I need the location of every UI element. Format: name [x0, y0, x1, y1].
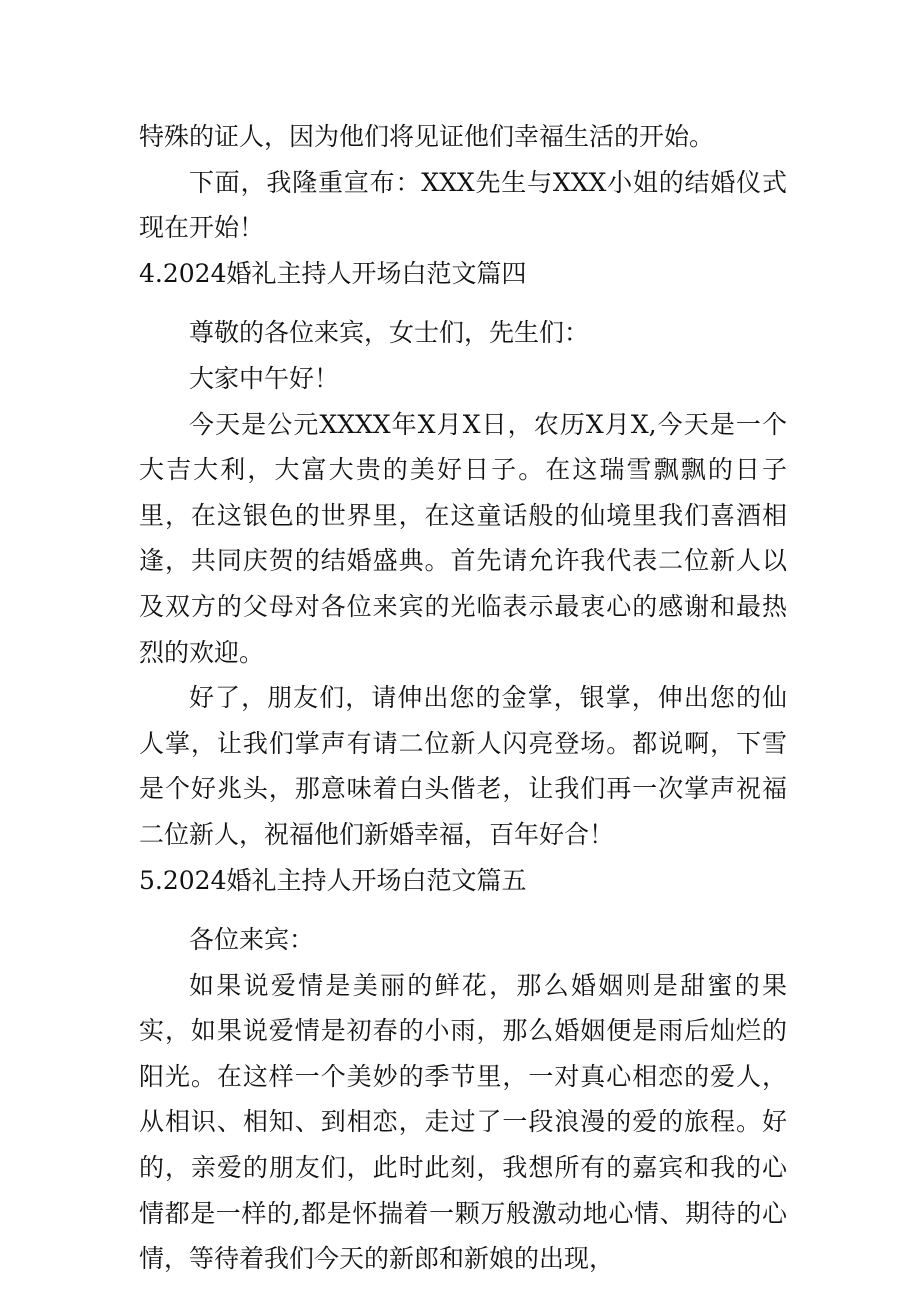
paragraph-guests: 各位来宾：: [189, 925, 315, 955]
paragraph-applause: 好了，朋友们，请伸出您的金掌，银掌，伸出您的仙人掌，让我们掌声有请二位新人闪亮登场。都说啊，下雪是个好兆头，那意味着白头偕老，让我们再一次掌声祝福二位新人，祝福他们新婚幸福，百年好合！: [139, 683, 787, 849]
paragraph-greeting: 尊敬的各位来宾，女士们，先生们：: [189, 318, 590, 348]
paragraph-announcement: 下面，我隆重宣布：XXX先生与XXX小姐的结婚仪式现在开始！: [139, 167, 787, 243]
paragraph-good-afternoon: 大家中午好！: [189, 363, 340, 393]
section-heading-5: 5.2024婚礼主持人开场白范文篇五: [139, 865, 527, 895]
paragraph-date-intro: 今天是公元XXXX年X月X日，农历X月X,今天是一个大吉大利，大富大贵的美好日子。在这瑞雪飘飘的日子里，在这银色的世界里，在这童话般的仙境里我们喜酒相逢，共同庆贺的结婚盛典。首先请允许我代表二位新人以及双方的父母对各位来宾的光临表示最衷心的感谢和最热烈的欢迎。: [139, 409, 787, 667]
paragraph-continuation: 特殊的证人，因为他们将见证他们幸福生活的开始。: [139, 122, 715, 151]
section-heading-4: 4.2024婚礼主持人开场白范文篇四: [139, 258, 527, 288]
paragraph-love-metaphor: 如果说爱情是美丽的鲜花，那么婚姻则是甜蜜的果实，如果说爱情是初春的小雨，那么婚姻便是雨后灿烂的阳光。在这样一个美妙的季节里，一对真心相恋的爱人，从相识、相知、到相恋，走过了一段浪漫的爱的旅程。好的，亲爱的朋友们，此时此刻，我想所有的嘉宾和我的心情都是一样的,都是怀揣着一颗万般激动地心情、期待的心情，等待着我们今天的新郎和新娘的出现，: [139, 970, 787, 1274]
document-body: [139, 114, 787, 1282]
